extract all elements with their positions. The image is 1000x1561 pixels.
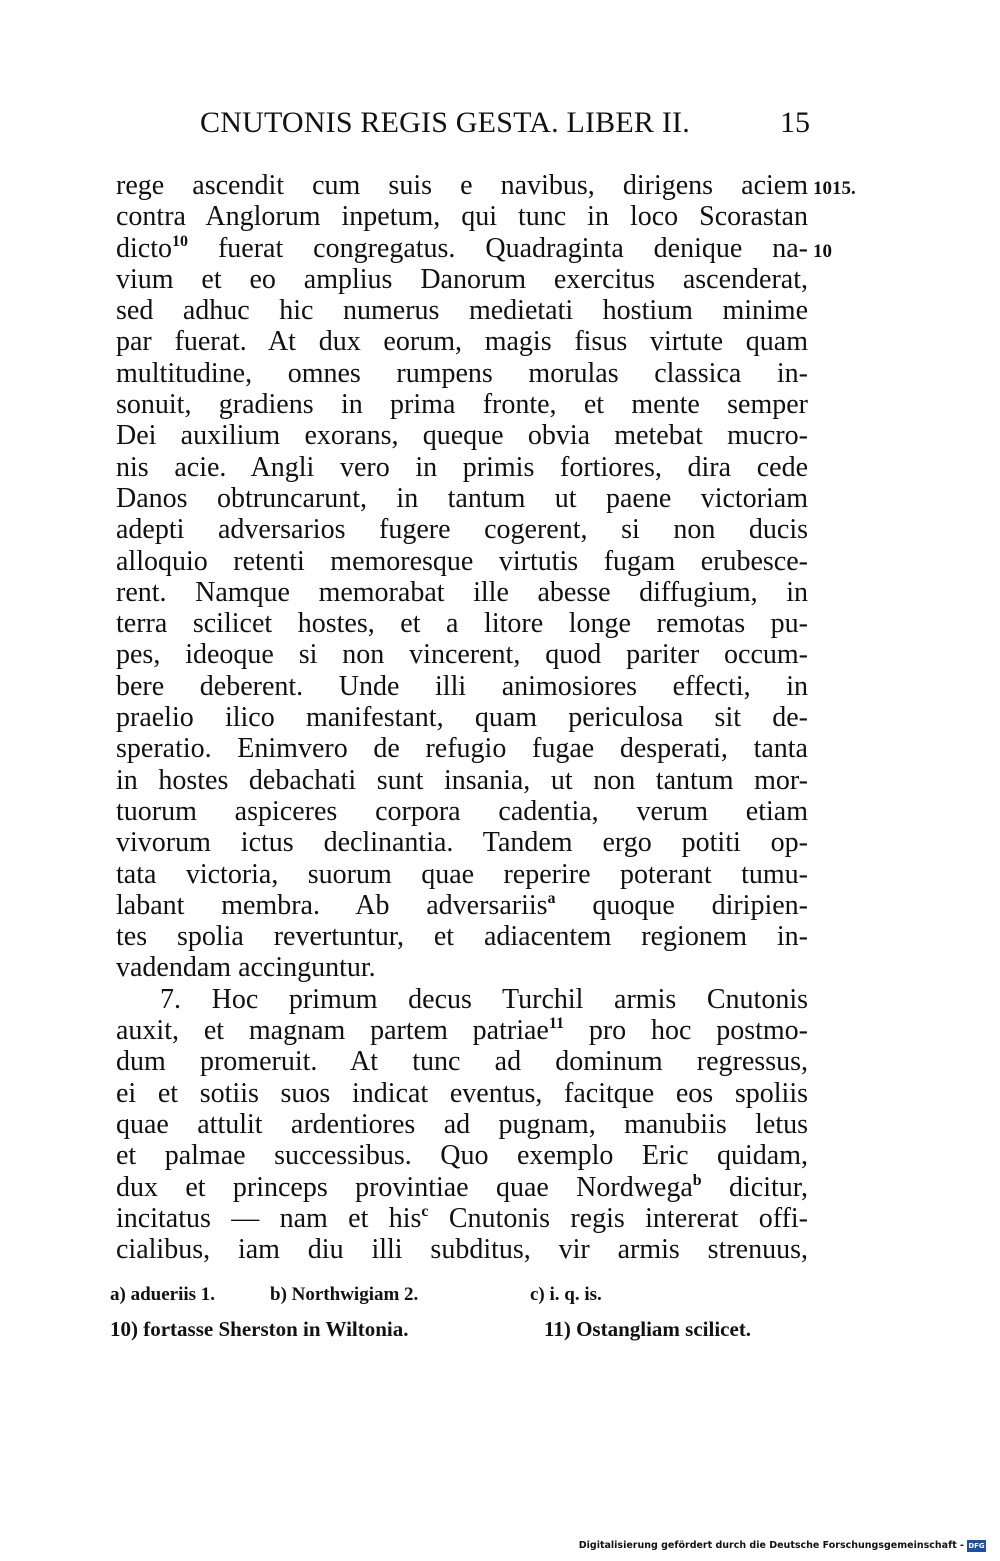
running-title: CNUTONIS REGIS GESTA. LIBER II. — [200, 106, 690, 139]
text-line: rege ascendit cum suis e navibus, dirigens aciem — [116, 170, 808, 201]
text-line: ei et sotiis suos indicat eventus, facitque eos spoliis — [116, 1077, 808, 1109]
note-mark-a: a — [547, 889, 556, 907]
text-line: adepti adversarios fugere cogerent, si non ducis — [116, 514, 808, 546]
text-line: vadendam accinguntur. — [116, 952, 376, 984]
digitization-credit: Digitalisierung gefördert durch die Deutsche Forschungsgemeinschaft - — [578, 1540, 964, 1551]
footnote-row-numbers — [110, 1317, 810, 1347]
footnote-10: 10) fortasse Sherston in Wiltonia. — [110, 1317, 409, 1341]
footnote-b: b) Northwigiam 2. — [270, 1284, 419, 1305]
text-line: cialibus, iam diu illi subditus, vir armis strenuus, — [116, 1234, 808, 1266]
footnote-c: c) i. q. is. — [530, 1284, 602, 1305]
page-number: 15 — [780, 106, 810, 139]
note-mark-10: 10 — [172, 232, 188, 250]
text-line: contra Anglorum inpetum, qui tunc in loco Scorastan — [116, 201, 808, 233]
text-line: auxit, et magnam partem patriae$^{11}$ pro hoc postmo- — [116, 1015, 809, 1047]
text-line: alloquio retenti memoresque virtutis fugam erubesce- — [116, 545, 808, 577]
margin-year: 1015. — [813, 178, 856, 199]
running-header — [200, 106, 810, 146]
text-line: tuorum aspiceres corpora cadentia, verum etiam — [116, 795, 808, 827]
text-line: speratio. Enimvero de refugio fugae desperati, tanta — [116, 733, 808, 765]
text-line: Dei auxilium exorans, queque obvia metebat mucro- — [116, 420, 808, 452]
text-line: 7. Hoc primum decus Turchil armis Cnutonis — [160, 983, 808, 1015]
margin-line-number: 10 — [813, 241, 832, 262]
text-line: sed adhuc hic numerus medietati hostium minime — [116, 295, 808, 327]
text-line: praelio ilico manifestant, quam periculosa sit de- — [116, 702, 808, 734]
text-line: vivorum ictus declinantia. Tandem ergo potiti op- — [116, 827, 808, 859]
main-text — [116, 170, 808, 1265]
text-line: nis acie. Angli vero in primis fortiores, dira cede — [116, 451, 808, 483]
text-line: terra scilicet hostes, et a litore longe remotas pu- — [116, 608, 808, 640]
dfg-logo: DFG — [968, 1542, 985, 1550]
footnote-row-letters — [110, 1284, 810, 1314]
text-line: et palmae successibus. Quo exemplo Eric quidam, — [116, 1140, 808, 1172]
text-line: par fuerat. At dux eorum, magis fisus virtute quam — [116, 326, 808, 358]
text-line: dicto$^{10}$ fuerat congregatus. Quadraginta denique na- — [116, 232, 809, 264]
text-line: labant membra. Ab adversariis$^a$ quoque diripien- — [116, 889, 808, 921]
note-mark-c: c — [421, 1202, 429, 1220]
text-line: multitudine, omnes rumpens morulas classica in- — [116, 357, 808, 389]
text-line: quae attulit ardentiores ad pugnam, manubiis letus — [116, 1108, 808, 1140]
text-line: tes spolia revertuntur, et adiacentem regionem in- — [116, 921, 808, 953]
text-line: bere deberent. Unde illi animosiores effecti, in — [116, 670, 808, 702]
text-line: vium et eo amplius Danorum exercitus ascenderat, — [116, 263, 808, 295]
text-line: rent. Namque memorabat ille abesse diffugium, in — [116, 576, 808, 608]
text-line: incitatus — nam et his$^c$ Cnutonis regis intererat offi- — [116, 1202, 808, 1234]
text-line: Danos obtruncarunt, in tantum ut paene victoriam — [116, 482, 808, 514]
footnote-a: a) adueriis 1. — [110, 1284, 216, 1305]
footnote-11: 11) Ostangliam scilicet. — [544, 1317, 752, 1341]
text-line: pes, ideoque si non vincerent, quod pariter occum- — [116, 639, 808, 671]
text-line: in hostes debachati sunt insania, ut non tantum mor- — [116, 764, 808, 796]
text-line: dum promeruit. At tunc ad dominum regressus, — [116, 1046, 808, 1078]
text-line: sonuit, gradiens in prima fronte, et mente semper — [116, 389, 808, 421]
text-line: tata victoria, suorum quae reperire poterant tumu- — [116, 858, 808, 890]
note-mark-b: b — [692, 1171, 702, 1189]
note-mark-11: 11 — [548, 1015, 564, 1033]
text-line: dux et princeps provintiae quae Nordwega$^b$ dicitur, — [116, 1171, 808, 1203]
